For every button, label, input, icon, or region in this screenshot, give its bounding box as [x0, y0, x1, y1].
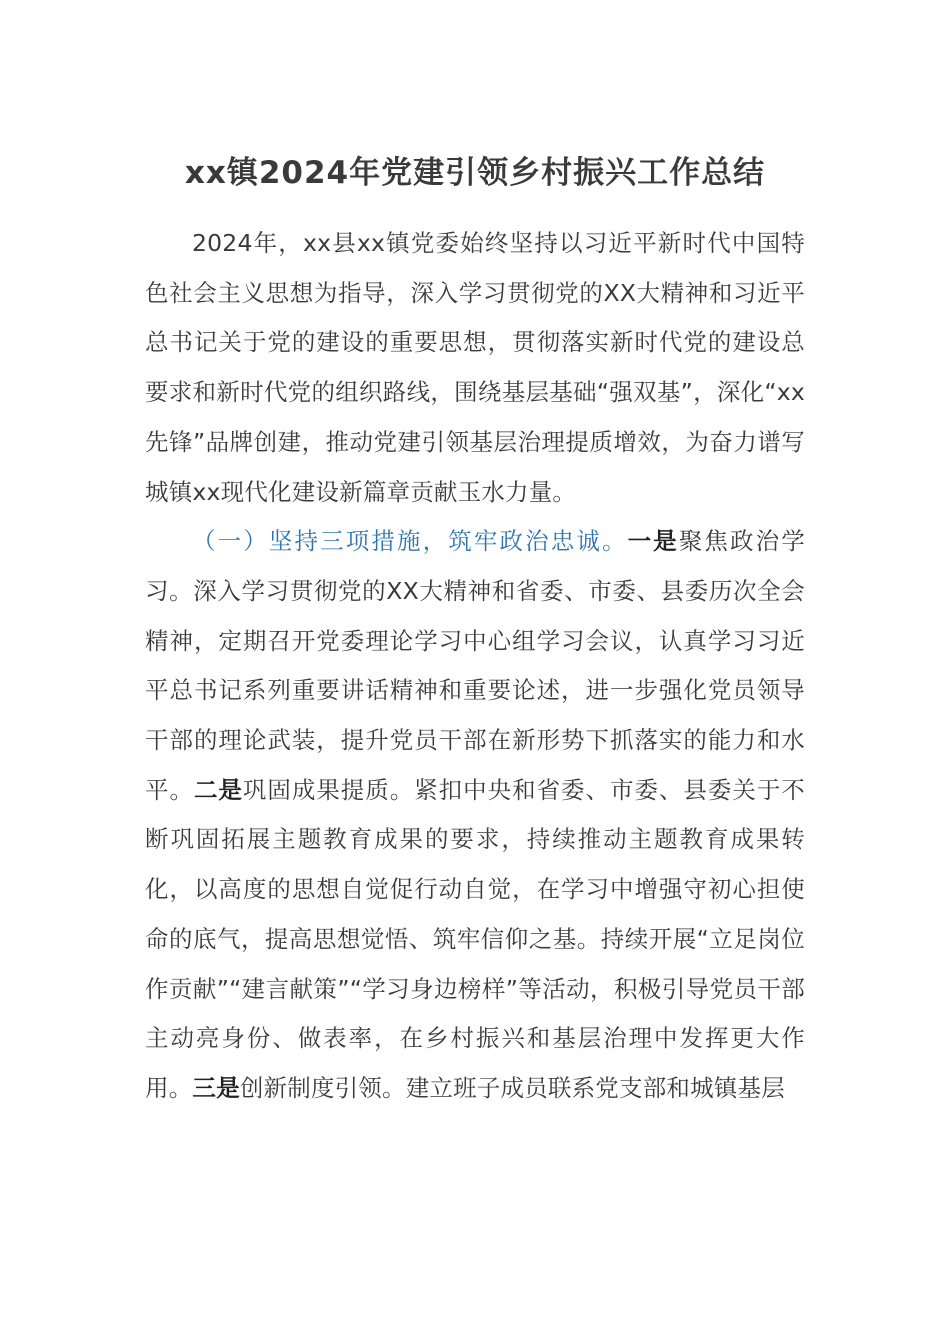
item2-text: 巩固成果提质。紧扣中央和省委、市委、县委关于不断巩固拓展主题教育成果的要求，持续推动主题教育成果转化，以高度的思想自觉促行动自觉，在学习中增强守初心担使命的底气，提高思想觉悟、筑牢信仰之基。持续开展“立足岗位作贡献”“建言献策”“学习身边榜样”等活动，积极引导党员干部主动亮身份、做表率，在乡村振兴和基层治理中发挥更大作用。: [145, 775, 805, 1102]
item1-text: 聚焦政治学习。深入学习贯彻党的XX大精神和省委、市委、县委历次全会精神，定期召开党委理论学习中心组学习会议，认真学习习近平总书记系列重要讲话精神和重要论述，进一步强化党员领导干部的理论武装，提升党员干部在新形势下抓落实的能力和水平。: [145, 527, 805, 804]
item1-label: 一是: [627, 527, 679, 556]
section1-paragraph: [145, 517, 805, 1113]
section1-heading: （一）坚持三项措施，筑牢政治忠诚。: [192, 527, 628, 556]
item3-label: 三是: [192, 1073, 240, 1102]
intro-paragraph: 2024年，xx县xx镇党委始终坚持以习近平新时代中国特色社会主义思想为指导，深入学习贯彻党的XX大精神和习近平总书记关于党的建设的重要思想，贯彻落实新时代党的建设总要求和新时代党的组织路线，围绕基层基础“强双基”，深化“xx先锋”品牌创建，推动党建引领基层治理提质增效，为奋力谱写城镇xx现代化建设新篇章贡献玉水力量。: [145, 229, 805, 506]
document-title: xx镇2024年党建引领乡村振兴工作总结: [184, 155, 766, 191]
item2-label: 二是: [193, 775, 243, 804]
document-page: [145, 145, 805, 1114]
item3-text: 创新制度引领。建立班子成员联系党支部和城镇基层: [239, 1073, 785, 1102]
